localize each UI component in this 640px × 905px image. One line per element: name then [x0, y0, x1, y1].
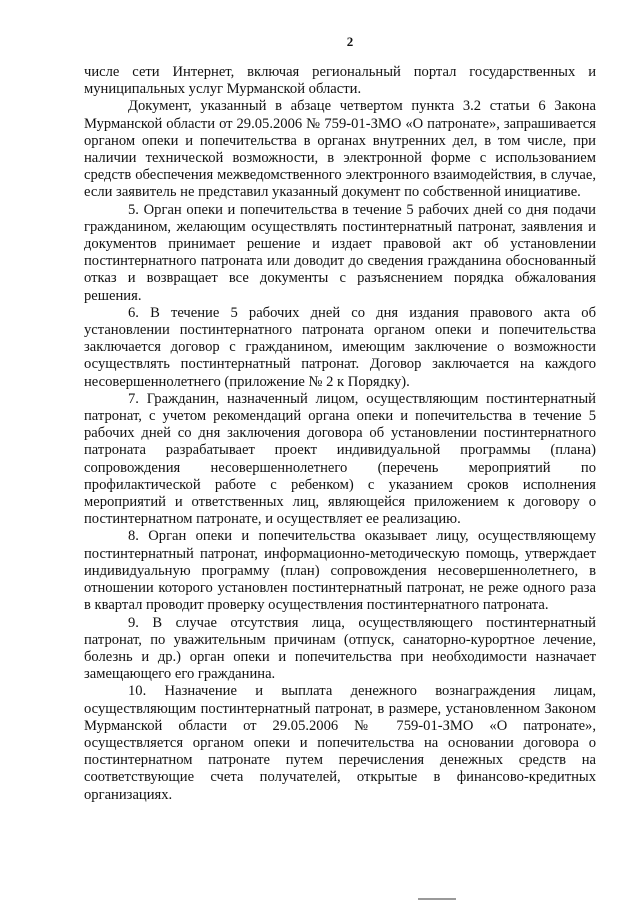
paragraph-item-7: 7. Гражданин, назначенный лицом, осуществляющим постинтернатный патронат, с учетом рекомендаций органа опеки и попечительства в течение 5 рабочих дней со дня заключения договора об установлении постинтернатного патроната разрабатывает проект индивидуальной программы (плана) сопровождения несовершеннолетнего (перечень мероприятий по профилактической работе с ребенком) с указанием сроков исполнения мероприятий и ответственных лиц, являющейся приложением к договору о постинтернатном патронате, и осуществляет ее реализацию. — [84, 390, 596, 528]
paragraph-document-request: Документ, указанный в абзаце четвертом пункта 3.2 статьи 6 Закона Мурманской области от 29.05.2006 № 759-01-ЗМО «О патронате», запрашивается органом опеки и попечительства в органах внутренних дел, в том числе, при наличии технической возможности, в электронной форме с использованием средств обеспечения межведомственного электронного взаимодействия, в случае, если заявитель не представил указанный документ по собственной инициативе. — [84, 98, 596, 201]
scan-mark — [418, 898, 456, 900]
document-body — [84, 64, 596, 804]
paragraph-item-8: 8. Орган опеки и попечительства оказывает лицу, осуществляющему постинтернатный патронат, информационно-методическую помощь, утверждает индивидуальную программу (план) сопровождения несовершеннолетнего, в отношении которого установлен постинтернатный патронат, не реже одного раза в квартал проводит проверку осуществления постинтернатного патроната. — [84, 528, 596, 614]
paragraph-continuation: числе сети Интернет, включая региональный портал государственных и муниципальных услуг Мурманской области. — [84, 64, 596, 98]
paragraph-item-9: 9. В случае отсутствия лица, осуществляющего постинтернатный патронат, по уважительным причинам (отпуск, санаторно-курортное лечение, болезнь и др.) орган опеки и попечительства при необходимости назначает замещающего его гражданина. — [84, 614, 596, 683]
paragraph-item-6: 6. В течение 5 рабочих дней со дня издания правового акта об установлении постинтернатного патроната органом опеки и попечительства заключается договор с гражданином, имеющим заключение о возможности осуществлять постинтернатный патронат. Договор заключается на каждого несовершеннолетнего (приложение № 2 к Порядку). — [84, 304, 596, 390]
paragraph-item-10: 10. Назначение и выплата денежного вознаграждения лицам, осуществляющим постинтернатный патронат, в размере, установленном Законом Мурманской области от 29.05.2006 № 759-01-ЗМО «О патронате», осуществляется органом опеки и попечительства на основании договора о постинтернатном патронате путем перечисления денежных средств на соответствующие счета получателей, открытые в финансово-кредитных организациях. — [84, 683, 596, 803]
paragraph-item-5: 5. Орган опеки и попечительства в течение 5 рабочих дней со дня подачи гражданином, желающим осуществлять постинтернатный патронат, заявления и документов принимает решение и издает правовой акт об установлении постинтернатного патроната или доводит до сведения гражданина обоснованный отказ и возвращает все документы с разъяснением порядка обжалования решения. — [84, 201, 596, 304]
page-number: 2 — [346, 34, 354, 49]
